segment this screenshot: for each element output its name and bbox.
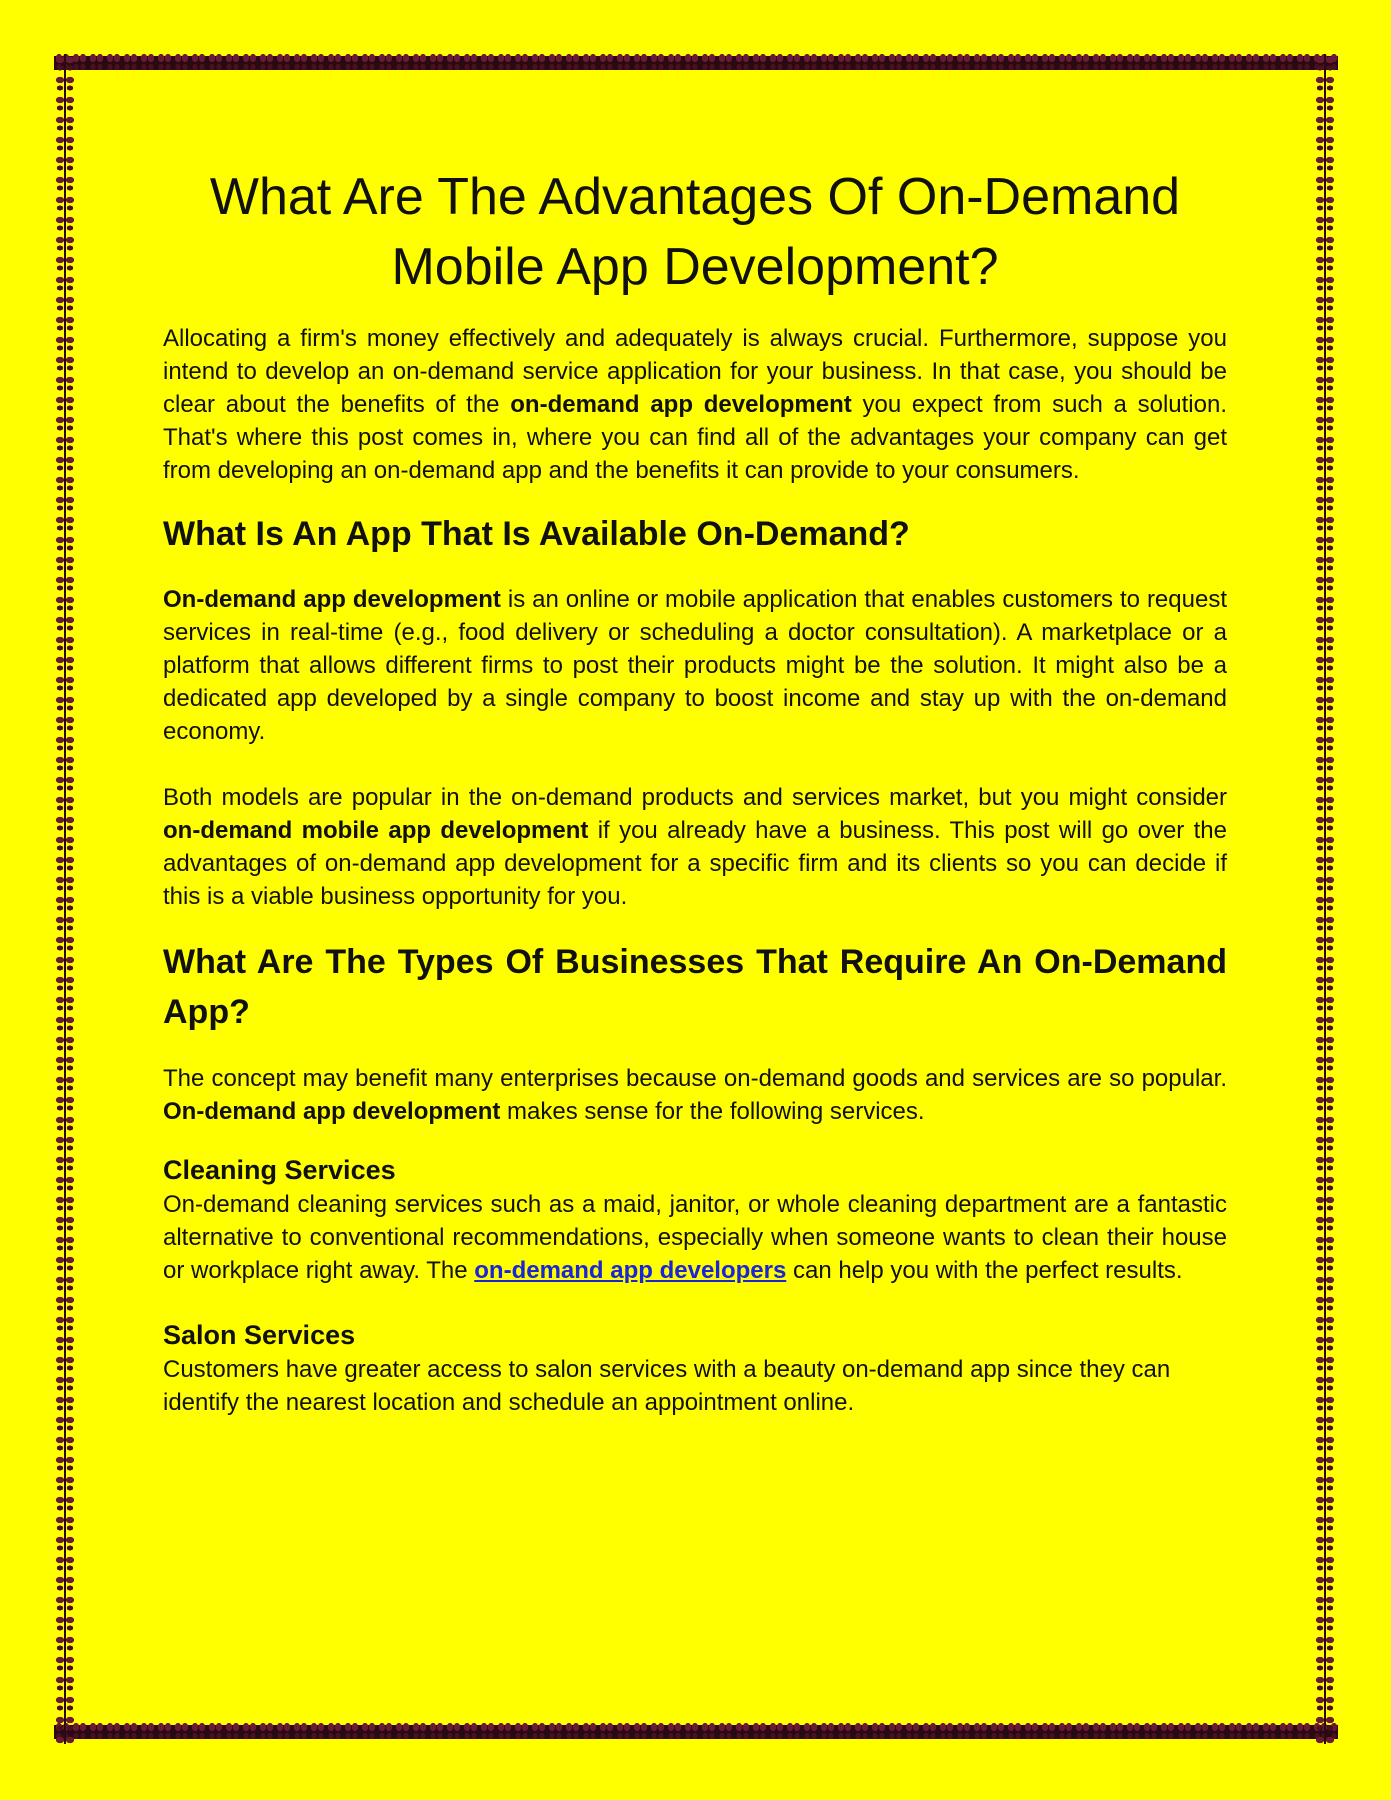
section1-p2-bold: on-demand mobile app development	[163, 817, 589, 844]
document-content	[163, 162, 1227, 1419]
section2-p1-bold: On-demand app development	[163, 1098, 501, 1125]
butterfly-border-top-icon	[54, 53, 1338, 73]
cleaning-text-1: On-demand cleaning services such as a maid, janitor, or whole cleaning department are a fantastic alternative to conventional recommendations, especially when someone wants to clean their house or workplace right away. The	[163, 1191, 1227, 1284]
section1-heading: What Is An App That Is Available On-Demand?	[163, 515, 910, 553]
section1-paragraph-2	[163, 781, 1227, 913]
cleaning-text-2: can help you with the perfect results.	[786, 1257, 1183, 1284]
section1-paragraph-1	[163, 583, 1227, 748]
section2-p1-text-1: The concept may benefit many enterprises because on-demand goods and services are so popular.	[163, 1065, 1227, 1092]
intro-text-2: you expect from such a solution. That's where this post comes in, where you can find all of the advantages your company can get from developing an on-demand app and the benefits it can provide to your consumers.	[163, 391, 1227, 484]
page-title: What Are The Advantages Of On-Demand Mobile App Development?	[209, 168, 1181, 296]
section1-p1-bold: On-demand app development	[163, 586, 501, 613]
section2-p1-text-2: makes sense for the following services.	[500, 1098, 925, 1125]
intro-bold: on-demand app development	[510, 391, 852, 418]
butterfly-border-right-icon	[1314, 54, 1336, 1744]
cleaning-services-paragraph	[163, 1188, 1227, 1287]
salon-services-paragraph: Customers have greater access to salon services with a beauty on-demand app since they can identify the nearest location and schedule an appointment online.	[163, 1356, 1171, 1416]
section2-paragraph-1	[163, 1062, 1227, 1128]
section1-p2-text-2: if you already have a business. This post will go over the advantages of on-demand app development for a specific firm and its clients so you can decide if this is a viable business opportunity for you.	[163, 817, 1227, 910]
intro-text-1: Allocating a firm's money effectively and adequately is always crucial. Furthermore, suppose you intend to develop an on-demand service application for your business. In that case, you should be clear about the benefits of the	[163, 325, 1227, 418]
salon-services-heading: Salon Services	[163, 1320, 356, 1350]
section1-p1-text: is an online or mobile application that enables customers to request services in real-time (e.g., food delivery or scheduling a doctor consultation). A marketplace or a platform that allows different firms to post their products might be the solution. It might also be a dedicated app developed by a single company to boost income and stay up with the on-demand economy.	[163, 586, 1227, 745]
section2-heading: What Are The Types Of Businesses That Require An On-Demand App?	[163, 943, 1227, 1031]
on-demand-app-developers-link[interactable]: on-demand app developers	[474, 1257, 787, 1284]
butterfly-border-bottom-icon	[54, 1722, 1338, 1742]
intro-paragraph	[163, 322, 1227, 487]
section1-p2-text-1: Both models are popular in the on-demand products and services market, but you might consider	[163, 784, 1227, 811]
butterfly-border-left-icon	[54, 54, 76, 1744]
cleaning-services-heading: Cleaning Services	[163, 1155, 396, 1185]
